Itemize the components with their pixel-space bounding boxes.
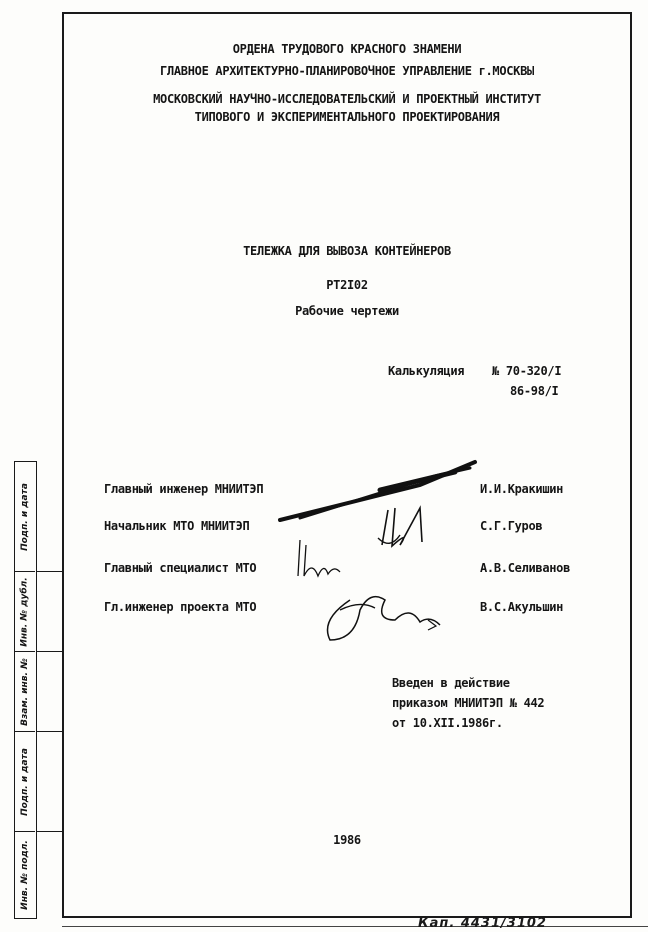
calculation-label: Калькуляция [388, 364, 465, 378]
side-stamp-column [36, 461, 62, 919]
archive-stamp: Кап. 4431/3102 [418, 916, 547, 931]
header-line-2: ГЛАВНОЕ АРХИТЕКТУРНО-ПЛАНИРОВОЧНОЕ УПРАВЛЕНИЕ г.МОСКВЫ [160, 64, 534, 78]
signatory-name: И.И.Кракишин [480, 482, 564, 496]
side-cell-sign-date-2: Подп. и дата [15, 732, 35, 832]
signatory-name: А.В.Селиванов [480, 561, 571, 575]
document-subtitle: Рабочие чертежи [295, 304, 399, 318]
document-code: РТ2I02 [326, 278, 368, 292]
signatory-role: Гл.инженер проекта МТО [104, 600, 257, 614]
enactment-line-1: Введен в действие [392, 676, 510, 690]
signatory-name: С.Г.Гуров [480, 519, 543, 533]
side-cell-dup-inventory: Инв. № дубл. [15, 572, 35, 652]
bottom-edge-line [62, 926, 648, 927]
enactment-line-2: приказом МНИИТЭП № 442 [392, 696, 545, 710]
side-stamp-table [14, 461, 36, 919]
document-year: 1986 [333, 833, 361, 847]
side-cell-replace-inventory: Взам. инв. № [15, 652, 35, 732]
signatory-role: Главный инженер МНИИТЭП [104, 482, 264, 496]
calculation-number-2: 86-98/I [510, 384, 559, 398]
signatory-role: Главный специалист МТО [104, 561, 257, 575]
enactment-line-3: от 10.XII.1986г. [392, 716, 503, 730]
calculation-number-1: № 70-320/I [492, 364, 562, 378]
signatory-role: Начальник МТО МНИИТЭП [104, 519, 250, 533]
header-line-4: ТИПОВОГО И ЭКСПЕРИМЕНТАЛЬНОГО ПРОЕКТИРОВАНИЯ [194, 110, 500, 124]
handwritten-signatures [260, 450, 480, 650]
document-title: ТЕЛЕЖКА ДЛЯ ВЫВОЗА КОНТЕЙНЕРОВ [243, 244, 451, 258]
side-cell-original-inventory: Инв. № подл. [20, 840, 31, 910]
header-line-3: МОСКОВСКИЙ НАУЧНО-ИССЛЕДОВАТЕЛЬСКИЙ И ПРОЕКТНЫЙ ИНСТИТУТ [153, 92, 541, 106]
side-cell-sign-date-1: Подп. и дата [15, 462, 35, 572]
signatory-name: В.С.Акульшин [480, 600, 564, 614]
header-line-1: ОРДЕНА ТРУДОВОГО КРАСНОГО ЗНАМЕНИ [232, 42, 462, 56]
